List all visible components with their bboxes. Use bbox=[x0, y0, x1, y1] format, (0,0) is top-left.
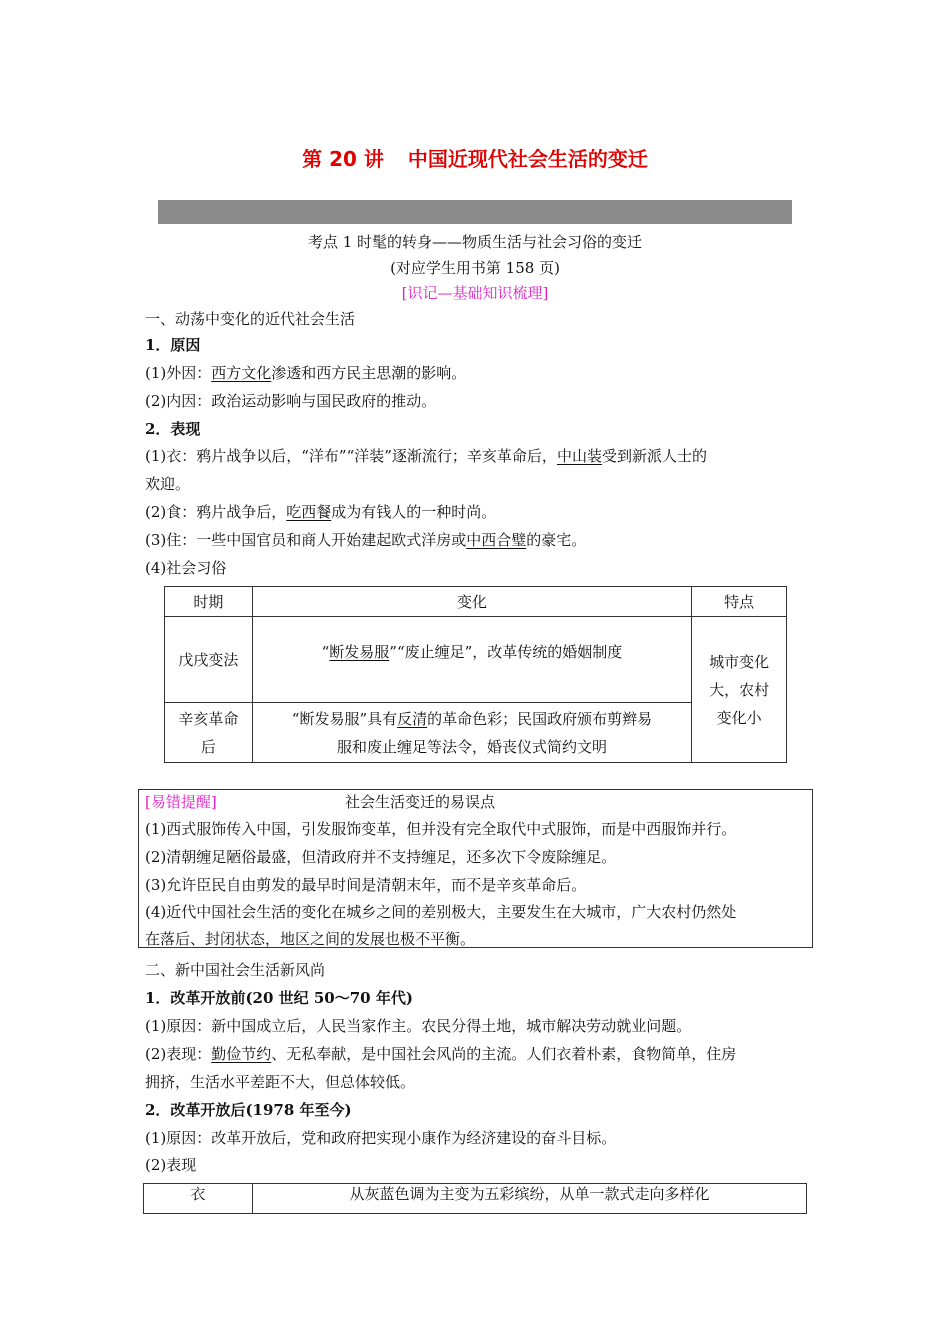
post-reform-heading: 2．改革开放后(1978 年至今) bbox=[145, 1101, 352, 1119]
underlined-key-term: 中西合璧 bbox=[466, 531, 527, 549]
warning-point: (3)允许臣民自由剪发的最早时间是清朝末年，而不是辛亥革命后。 bbox=[145, 876, 587, 894]
food-line: (2)食：鸦片战争后，吃西餐成为有钱人的一种时尚。 bbox=[145, 503, 497, 521]
table-cell: 衣 bbox=[144, 1184, 253, 1214]
warning-point: (2)清朝缠足陋俗最盛，但清政府并不支持缠足，还多次下令废除缠足。 bbox=[145, 848, 617, 866]
lecture-title: 中国近现代社会生活的变迁 bbox=[407, 147, 648, 171]
underlined-key-term: 反清 bbox=[397, 709, 428, 728]
section1-heading: 一、动荡中变化的近代社会生活 bbox=[145, 310, 356, 328]
post-reform-cause: (1)原因：改革开放后，党和政府把实现小康作为经济建设的奋斗目标。 bbox=[145, 1129, 617, 1147]
table-row bbox=[144, 1184, 807, 1214]
kaodian-heading: 考点 1 时髦的转身——物质生活与社会习俗的变迁 bbox=[307, 233, 643, 251]
lecture-number: 第 20 讲 bbox=[302, 147, 384, 171]
post-reform-manifest: (2)表现 bbox=[145, 1156, 197, 1174]
pre-reform-manifest-2: 拥挤，生活水平差距不大，但总体较低。 bbox=[145, 1073, 416, 1091]
pre-reform-heading: 1．改革开放前(20 世纪 50～70 年代) bbox=[145, 989, 413, 1007]
customs-table bbox=[164, 586, 787, 763]
underlined-key-term: 断发易服 bbox=[329, 642, 390, 661]
internal-cause: (2)内因：政治运动影响与国民政府的推动。 bbox=[145, 392, 437, 410]
section1-manifest-heading: 2．表现 bbox=[145, 420, 201, 438]
section1-cause-heading: 1．原因 bbox=[145, 336, 201, 354]
basic-knowledge-tag: [识记—基础知识梳理] bbox=[401, 284, 549, 302]
table-cell-feature: 城市变化 大，农村 变化小 bbox=[692, 617, 787, 763]
underlined-key-term: 中山装 bbox=[556, 447, 602, 465]
custom-line: (4)社会习俗 bbox=[145, 559, 227, 577]
warning-title: 社会生活变迁的易误点 bbox=[345, 793, 496, 811]
warning-point: (1)西式服饰传入中国，引发服饰变革，但并没有完全取代中式服饰，而是中西服饰并行。 bbox=[145, 820, 737, 838]
pre-reform-manifest: (2)表现：勤俭节约、无私奉献，是中国社会风尚的主流。人们衣着朴素，食物简单，住房 bbox=[145, 1045, 737, 1063]
external-cause: (1)外因：西方文化渗透和西方民主思潮的影响。 bbox=[145, 364, 467, 382]
table-cell: 戊戌变法 bbox=[165, 617, 253, 703]
table-cell: “断发易服”“废止缠足”，改革传统的婚姻制度 bbox=[252, 617, 692, 703]
warning-point-cont: 在落后、封闭状态，地区之间的发展也极不平衡。 bbox=[145, 930, 476, 948]
title-divider-bar bbox=[158, 200, 792, 224]
warning-point: (4)近代中国社会生活的变化在城乡之间的差别极大，主要发生在大城市，广大农村仍然处 bbox=[145, 903, 737, 921]
table-cell: 从灰蓝色调为主变为五彩缤纷，从单一款式走向多样化 bbox=[253, 1184, 807, 1214]
page-reference: (对应学生用书第 158 页) bbox=[390, 259, 560, 277]
table-row bbox=[165, 617, 787, 703]
table-cell: “断发易服”具有反清的革命色彩；民国政府颁布剪辫易 服和废止缠足等法令，婚丧仪式简约文明 bbox=[252, 703, 692, 763]
underlined-key-term: 勤俭节约 bbox=[211, 1045, 272, 1063]
table-cell: 辛亥革命 后 bbox=[165, 703, 253, 763]
section2-heading: 二、新中国社会生活新风尚 bbox=[145, 961, 326, 979]
clothing-line: (1)衣：鸦片战争以后，“洋布”“洋装”逐渐流行；辛亥革命后，中山装受到新派人士的 bbox=[145, 447, 707, 465]
post-reform-table bbox=[143, 1183, 807, 1214]
page-title bbox=[0, 143, 950, 172]
table-header: 特点 bbox=[692, 587, 787, 617]
warning-tag: [易错提醒] bbox=[145, 793, 217, 811]
table-header: 变化 bbox=[252, 587, 692, 617]
table-header: 时期 bbox=[165, 587, 253, 617]
table-header-row bbox=[165, 587, 787, 617]
error-warning-box bbox=[138, 789, 813, 948]
housing-line: (3)住：一些中国官员和商人开始建起欧式洋房或中西合璧的豪宅。 bbox=[145, 531, 587, 549]
underlined-key-term: 吃西餐 bbox=[286, 503, 332, 521]
clothing-line-2: 欢迎。 bbox=[145, 475, 191, 493]
underlined-key-term: 西方文化 bbox=[211, 364, 272, 382]
pre-reform-cause: (1)原因：新中国成立后，人民当家作主。农民分得土地，城市解决劳动就业问题。 bbox=[145, 1017, 692, 1035]
